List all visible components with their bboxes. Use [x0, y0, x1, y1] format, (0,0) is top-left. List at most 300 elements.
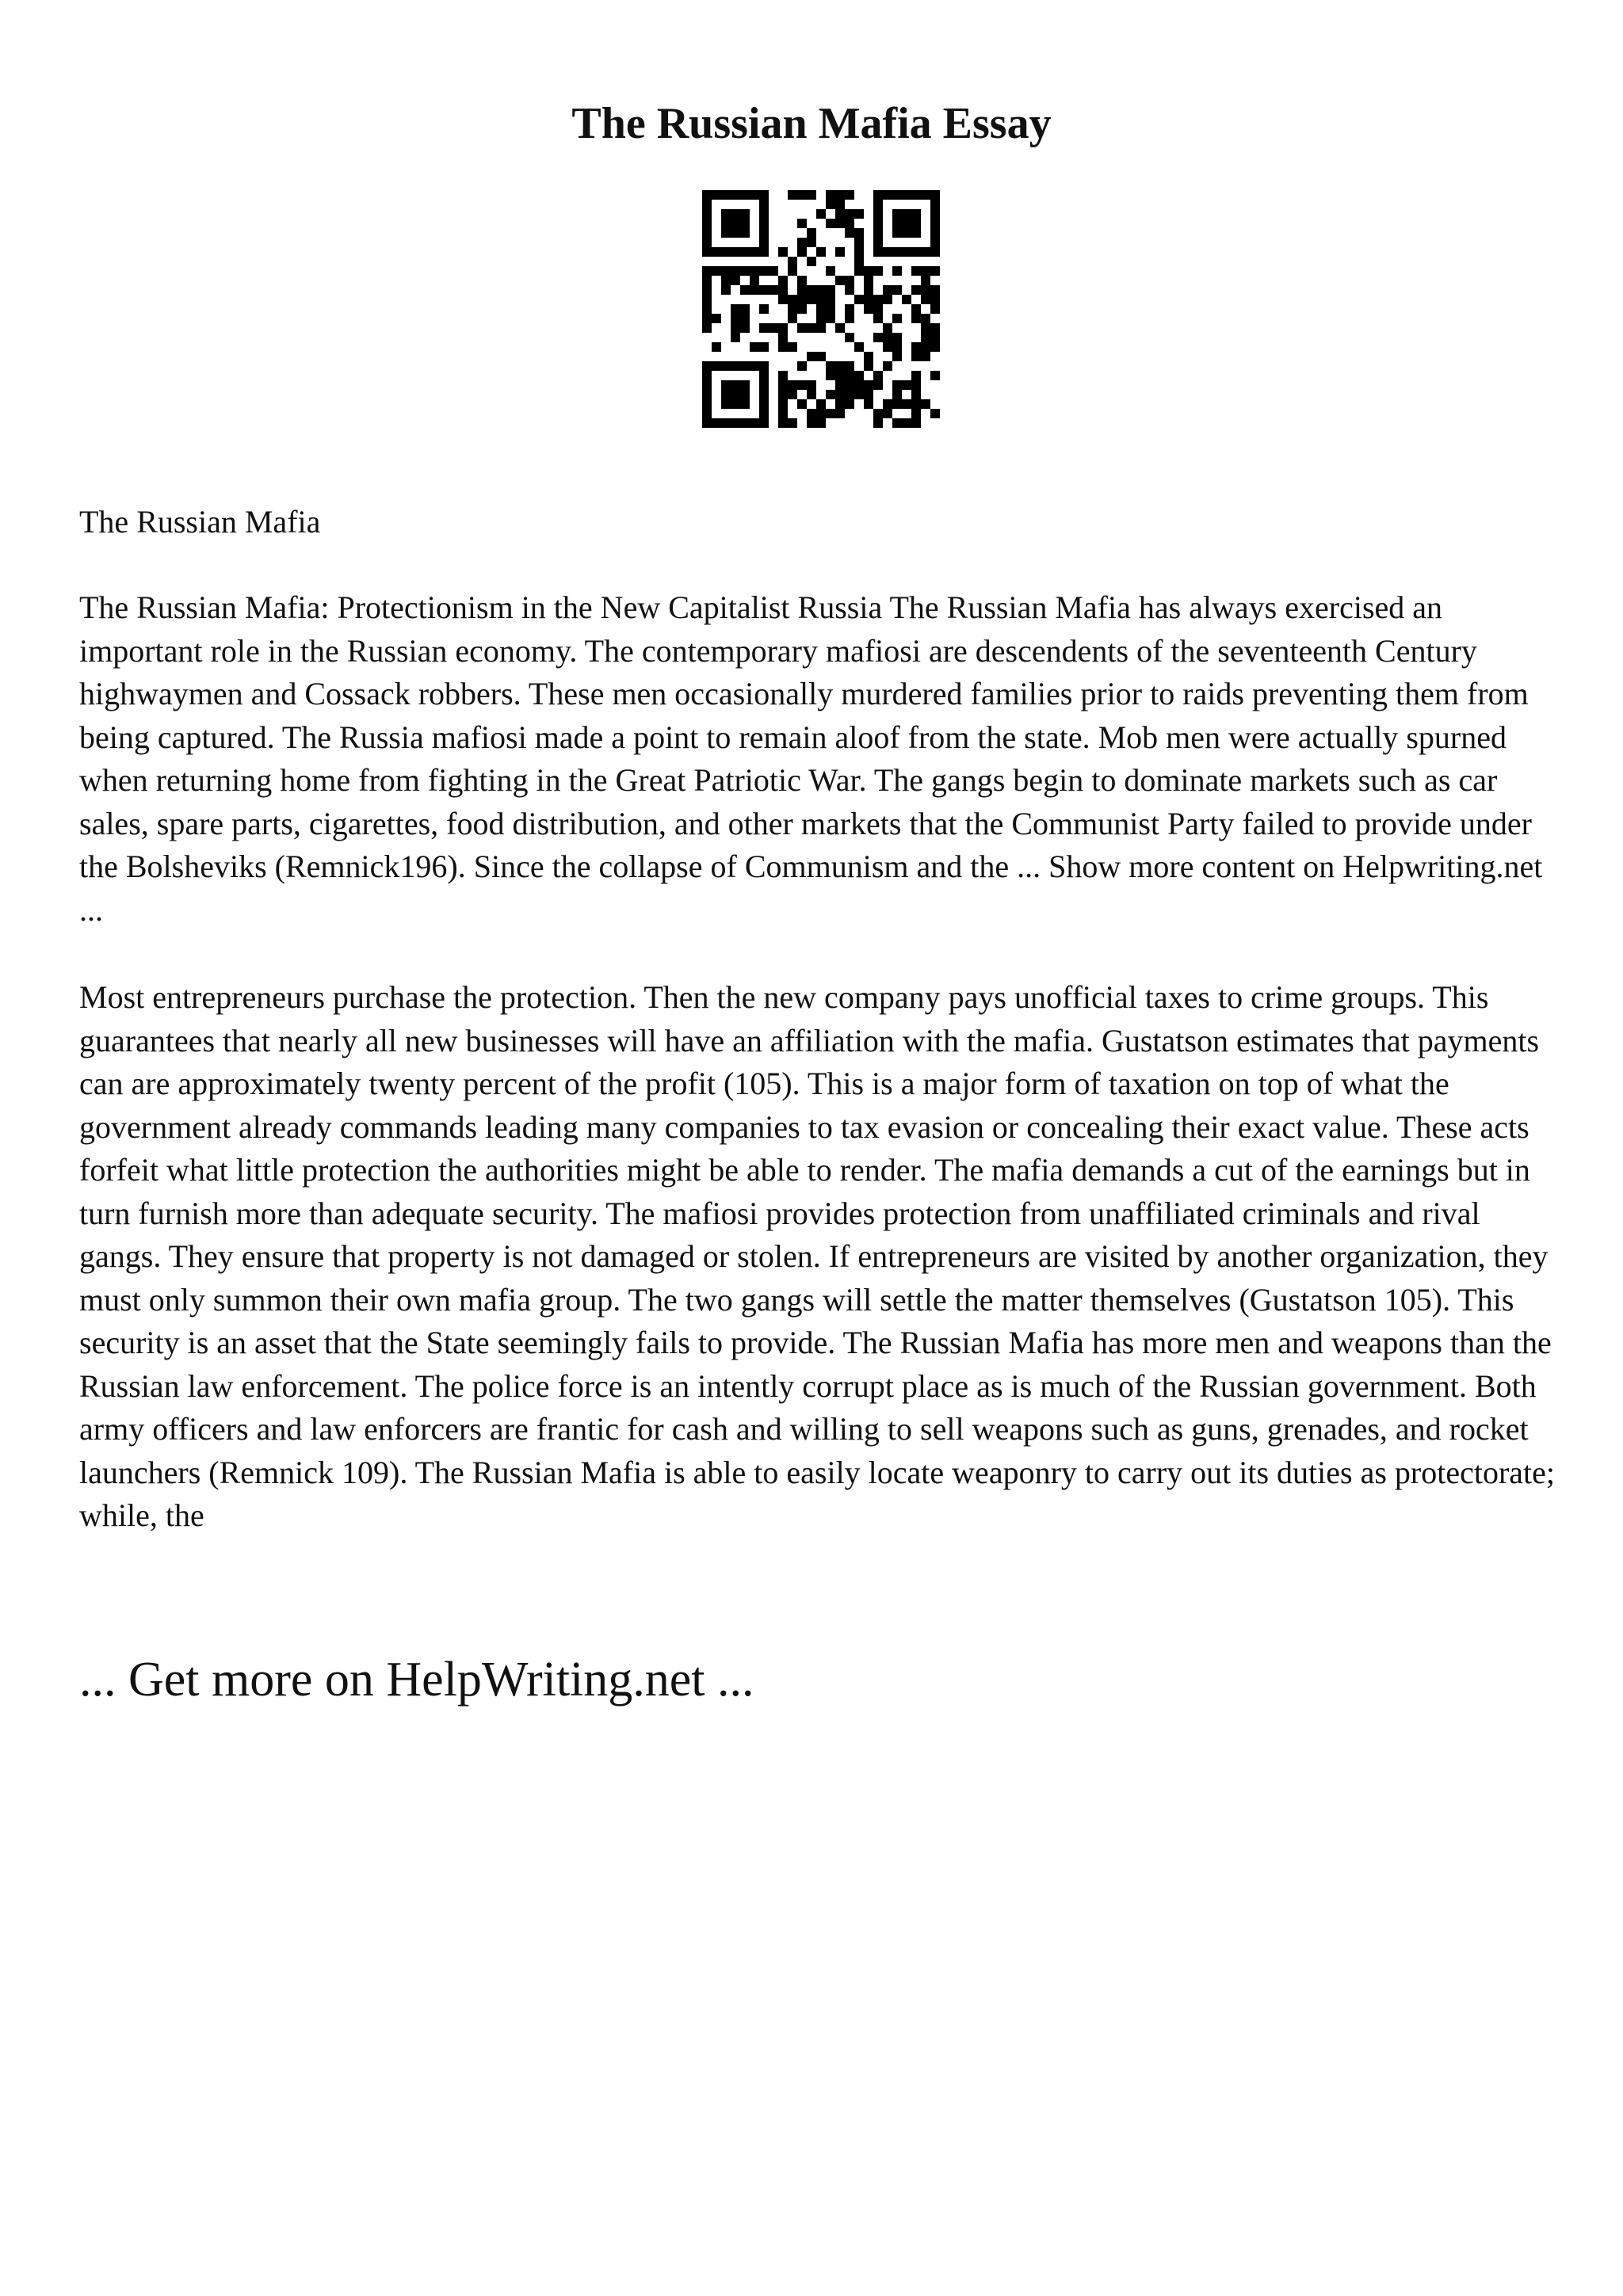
qr-module	[702, 418, 712, 428]
qr-module	[778, 285, 788, 295]
qr-module	[854, 209, 864, 219]
qr-module	[873, 209, 883, 219]
qr-module	[797, 380, 807, 390]
qr-module	[911, 390, 921, 399]
qr-module	[721, 219, 731, 228]
qr-module	[702, 399, 712, 409]
qr-module	[835, 200, 845, 209]
qr-module	[778, 323, 788, 333]
qr-module	[769, 323, 778, 333]
qr-module	[826, 371, 835, 380]
qr-module	[892, 418, 902, 428]
qr-module	[721, 247, 731, 257]
qr-module	[835, 390, 845, 399]
page-title: The Russian Mafia Essay	[571, 99, 1052, 148]
qr-module	[759, 266, 769, 276]
qr-module	[740, 247, 750, 257]
qr-module	[930, 190, 940, 200]
qr-module	[731, 333, 740, 342]
qr-module	[702, 228, 712, 238]
qr-module	[873, 228, 883, 238]
qr-module	[892, 285, 902, 295]
qr-module	[835, 209, 845, 219]
qr-module	[731, 209, 740, 219]
qr-module	[759, 285, 769, 295]
qr-module	[816, 209, 826, 219]
qr-module	[835, 323, 845, 333]
qr-module	[797, 285, 807, 295]
qr-module	[702, 219, 712, 228]
qr-module	[788, 190, 797, 200]
qr-module	[864, 380, 873, 390]
qr-module	[826, 314, 835, 323]
qr-module	[930, 323, 940, 333]
qr-module	[769, 266, 778, 276]
qr-module	[807, 295, 816, 304]
qr-module	[873, 409, 883, 418]
qr-module	[797, 361, 807, 371]
qr-module	[816, 304, 826, 314]
qr-module	[873, 200, 883, 209]
qr-module	[892, 333, 902, 342]
qr-module	[826, 190, 835, 200]
qr-module	[778, 418, 788, 428]
qr-module	[930, 209, 940, 219]
qr-module	[750, 285, 759, 295]
qr-module	[911, 228, 921, 238]
qr-module	[731, 380, 740, 390]
qr-module	[721, 399, 731, 409]
qr-module	[750, 361, 759, 371]
qr-module	[788, 295, 797, 304]
qr-module	[854, 380, 864, 390]
qr-module	[911, 304, 921, 314]
qr-module	[892, 266, 902, 276]
qr-module	[807, 418, 816, 428]
qr-module	[721, 380, 731, 390]
qr-module	[740, 190, 750, 200]
qr-module	[721, 418, 731, 428]
qr-module	[788, 266, 797, 276]
qr-module	[921, 276, 930, 285]
qr-module	[921, 247, 930, 257]
qr-module	[826, 304, 835, 314]
qr-module	[892, 342, 902, 352]
qr-module	[845, 371, 854, 380]
qr-module	[712, 342, 721, 352]
qr-module	[826, 295, 835, 304]
qr-module	[892, 399, 902, 409]
qr-module	[826, 266, 835, 276]
qr-module	[845, 276, 854, 285]
qr-module	[731, 276, 740, 285]
qr-module	[731, 323, 740, 333]
qr-module	[883, 342, 892, 352]
qr-module	[854, 247, 864, 257]
qr-module	[835, 409, 845, 418]
qr-module	[826, 219, 835, 228]
qr-module	[759, 228, 769, 238]
qr-module	[807, 257, 816, 266]
qr-module	[854, 390, 864, 399]
qr-module	[759, 323, 769, 333]
qr-module	[911, 314, 921, 323]
qr-module	[826, 390, 835, 399]
qr-module	[769, 285, 778, 295]
qr-module	[797, 190, 807, 200]
qr-module	[826, 200, 835, 209]
qr-module	[873, 238, 883, 247]
qr-module	[845, 314, 854, 323]
qr-module	[854, 342, 864, 352]
qr-module	[702, 190, 712, 200]
qr-module	[778, 295, 788, 304]
qr-module	[702, 323, 712, 333]
qr-module	[892, 247, 902, 257]
qr-module	[778, 399, 788, 409]
qr-module	[816, 352, 826, 361]
qr-module	[930, 333, 940, 342]
qr-module	[731, 266, 740, 276]
essay-paragraph-1: The Russian Mafia: Protectionism in the New Capitalist Russia The Russian Mafia has always exercised an important role in the Russian economy. The contemporary mafiosi are descendents of the seventeenth Century highwaymen and Cossack robbers. These men occasionally murdered families prior to raids preventing them from being captured. The Russia mafiosi made a point to remain aloof from the state. Mob men were actually spurned when returning home from fighting in the Great Patriotic War. The gangs begin to dominate markets such as car sales, spare parts, cigarettes, food distribution, and other markets that the Communist Party failed to provide under the Bolsheviks (Remnick196). Since the collapse of Communism and the ... Show more content on Helpwriting.net ...	[79, 589, 1543, 928]
qr-module	[807, 238, 816, 247]
qr-module	[759, 390, 769, 399]
qr-module	[902, 247, 911, 257]
qr-module	[864, 390, 873, 399]
qr-module	[740, 209, 750, 219]
qr-module	[826, 285, 835, 295]
qr-module	[845, 399, 854, 409]
qr-module	[930, 238, 940, 247]
qr-module	[921, 399, 930, 409]
qr-module	[835, 371, 845, 380]
qr-module	[731, 228, 740, 238]
qr-module	[731, 247, 740, 257]
qr-module	[712, 314, 721, 323]
qr-module	[892, 352, 902, 361]
qr-module	[873, 247, 883, 257]
qr-module	[740, 219, 750, 228]
qr-module	[902, 380, 911, 390]
qr-module	[702, 295, 712, 304]
qr-module	[797, 323, 807, 333]
qr-module	[759, 238, 769, 247]
qr-module	[721, 285, 731, 295]
qr-module	[731, 418, 740, 428]
qr-module	[873, 314, 883, 323]
qr-module	[902, 219, 911, 228]
essay-subtitle: The Russian Mafia	[79, 504, 321, 540]
qr-module	[759, 209, 769, 219]
qr-module	[911, 266, 921, 276]
qr-module	[873, 333, 883, 342]
qr-module	[721, 361, 731, 371]
qr-module	[702, 209, 712, 219]
qr-module	[807, 409, 816, 418]
qr-module	[883, 190, 892, 200]
qr-module	[721, 190, 731, 200]
qr-module	[892, 390, 902, 399]
qr-module	[759, 409, 769, 418]
qr-module	[864, 295, 873, 304]
qr-module	[892, 314, 902, 323]
qr-module	[911, 418, 921, 428]
qr-module	[702, 200, 712, 209]
qr-module	[807, 390, 816, 399]
qr-module	[902, 190, 911, 200]
qr-module	[835, 399, 845, 409]
qr-module	[712, 266, 721, 276]
qr-module	[702, 314, 712, 323]
qr-module	[759, 304, 769, 314]
qr-module	[759, 247, 769, 257]
qr-module	[930, 371, 940, 380]
qr-module	[845, 304, 854, 314]
qr-module	[721, 228, 731, 238]
qr-module	[731, 219, 740, 228]
qr-module	[816, 295, 826, 304]
qr-module	[835, 190, 845, 200]
qr-module	[788, 380, 797, 390]
qr-module	[788, 304, 797, 314]
qr-module	[807, 323, 816, 333]
qr-module	[778, 390, 788, 399]
qr-module	[930, 304, 940, 314]
qr-module	[883, 361, 892, 371]
qr-module	[911, 342, 921, 352]
qr-module	[892, 228, 902, 238]
qr-module	[854, 238, 864, 247]
qr-module	[930, 219, 940, 228]
qr-module	[835, 276, 845, 285]
qr-module	[750, 266, 759, 276]
get-more-link[interactable]: ... Get more on HelpWriting.net ...	[79, 1653, 754, 1707]
qr-module	[864, 304, 873, 314]
qr-module	[740, 399, 750, 409]
qr-module	[740, 361, 750, 371]
qr-module	[845, 219, 854, 228]
qr-module	[911, 190, 921, 200]
qr-module	[740, 285, 750, 295]
qr-module	[864, 352, 873, 361]
qr-module	[797, 219, 807, 228]
qr-module	[835, 361, 845, 371]
qr-module	[911, 399, 921, 409]
qr-module	[883, 285, 892, 295]
qr-module	[902, 399, 911, 409]
qr-module	[845, 209, 854, 219]
qr-module	[731, 361, 740, 371]
qr-module	[731, 314, 740, 323]
qr-module	[921, 333, 930, 342]
qr-module	[911, 285, 921, 295]
qr-module	[759, 361, 769, 371]
qr-module	[759, 190, 769, 200]
qr-module	[740, 418, 750, 428]
qr-module	[902, 418, 911, 428]
qr-module	[883, 409, 892, 418]
qr-module	[788, 314, 797, 323]
qr-module	[921, 190, 930, 200]
qr-module	[921, 266, 930, 276]
qr-module	[816, 247, 826, 257]
qr-module	[759, 200, 769, 209]
qr-module	[750, 247, 759, 257]
qr-module	[778, 247, 788, 257]
qr-module	[883, 295, 892, 304]
qr-module	[712, 190, 721, 200]
qr-module	[835, 247, 845, 257]
qr-module	[873, 418, 883, 428]
qr-module	[778, 409, 788, 418]
qr-module	[854, 266, 864, 276]
qr-module	[921, 342, 930, 352]
qr-module	[930, 285, 940, 295]
qr-module	[750, 342, 759, 352]
qr-module	[911, 409, 921, 418]
qr-module	[807, 285, 816, 295]
qr-module	[788, 390, 797, 399]
qr-module	[845, 228, 854, 238]
qr-module	[759, 399, 769, 409]
qr-module	[750, 418, 759, 428]
qr-module	[845, 361, 854, 371]
qr-module	[864, 266, 873, 276]
qr-module	[778, 342, 788, 352]
qr-module	[902, 295, 911, 304]
qr-module	[911, 247, 921, 257]
qr-module	[740, 323, 750, 333]
qr-module	[921, 352, 930, 361]
qr-module	[911, 352, 921, 361]
qr-module	[759, 380, 769, 390]
qr-module	[807, 352, 816, 361]
qr-module	[797, 399, 807, 409]
qr-module	[845, 190, 854, 200]
qr-module	[750, 190, 759, 200]
qr-module	[854, 228, 864, 238]
qr-module	[873, 304, 883, 314]
qr-module	[702, 361, 712, 371]
qr-module	[854, 371, 864, 380]
qr-module	[892, 209, 902, 219]
qr-module	[883, 247, 892, 257]
qr-module	[864, 399, 873, 409]
qr-module	[702, 380, 712, 390]
qr-module	[807, 190, 816, 200]
qr-module	[864, 285, 873, 295]
qr-module	[873, 371, 883, 380]
qr-module	[712, 361, 721, 371]
qr-module	[788, 418, 797, 428]
qr-module	[759, 342, 769, 352]
qr-module	[702, 409, 712, 418]
qr-module	[854, 257, 864, 266]
qr-module	[930, 409, 940, 418]
qr-module	[816, 399, 826, 409]
qr-module	[864, 276, 873, 285]
qr-module	[854, 295, 864, 304]
qr-module	[797, 238, 807, 247]
qr-module	[816, 323, 826, 333]
qr-module	[807, 228, 816, 238]
qr-module	[826, 409, 835, 418]
qr-module	[702, 266, 712, 276]
qr-module	[921, 314, 930, 323]
qr-module	[845, 285, 854, 295]
qr-module	[702, 390, 712, 399]
qr-module	[835, 219, 845, 228]
qr-module	[883, 399, 892, 409]
qr-module	[778, 333, 788, 342]
qr-module	[816, 314, 826, 323]
qr-module	[826, 361, 835, 371]
qr-module	[816, 409, 826, 418]
qr-module	[731, 390, 740, 399]
qr-module	[816, 285, 826, 295]
qr-module	[921, 285, 930, 295]
essay-paragraph-2: Most entrepreneurs purchase the protection. Then the new company pays unofficial taxes to crime groups. This guarantees that nearly all new businesses will have an affiliation with the mafia. Gustatson estimates that payments can are approximately twenty percent of the profit (105). This is a major form of taxation on top of what the government already commands leading many companies to tax evasion or concealing their exact value. These acts forfeit what little protection the authorities might be able to render. The mafia demands a cut of the earnings but in turn furnish more than adequate security. The mafiosi provides protection from unaffiliated criminals and rival gangs. They ensure that property is not damaged or stolen. If entrepreneurs are visited by another organization, they must only summon their own mafia group. The two gangs will settle the matter themselves (Gustatson 105). This security is an asset that the State seemingly fails to provide. The Russian Mafia has more men and weapons than the Russian law enforcement. The police force is an intently corrupt place as is much of the Russian government. Both army officers and law enforcers are frantic for cash and willing to sell weapons such as guns, grenades, and rocket launchers (Remnick 109). The Russian Mafia is able to easily locate weaponry to carry out its duties as protectorate; while, the	[79, 979, 1556, 1533]
qr-module	[892, 219, 902, 228]
qr-module	[807, 380, 816, 390]
qr-module	[759, 371, 769, 380]
qr-module	[702, 276, 712, 285]
qr-module	[797, 276, 807, 285]
qr-module	[911, 380, 921, 390]
qr-module	[845, 390, 854, 399]
qr-module	[712, 418, 721, 428]
qr-module	[740, 380, 750, 390]
qr-module	[835, 380, 845, 390]
qr-module	[864, 361, 873, 371]
qr-module	[921, 323, 930, 333]
qr-module	[750, 276, 759, 285]
qr-code-icon	[702, 190, 940, 428]
qr-module	[873, 190, 883, 200]
qr-module	[892, 190, 902, 200]
qr-module	[930, 295, 940, 304]
qr-module	[873, 219, 883, 228]
qr-module	[702, 304, 712, 314]
qr-module	[721, 209, 731, 219]
qr-module	[845, 333, 854, 342]
qr-module	[731, 304, 740, 314]
qr-module	[911, 219, 921, 228]
qr-module	[797, 247, 807, 257]
qr-module	[778, 371, 788, 380]
qr-module	[702, 247, 712, 257]
qr-module	[797, 304, 807, 314]
qr-module	[930, 266, 940, 276]
qr-module	[702, 238, 712, 247]
qr-module	[740, 304, 750, 314]
qr-module	[930, 200, 940, 209]
qr-code-graphic	[702, 190, 940, 428]
qr-module	[740, 266, 750, 276]
qr-module	[883, 333, 892, 342]
qr-module	[873, 295, 883, 304]
qr-module	[731, 399, 740, 409]
qr-module	[721, 266, 731, 276]
qr-module	[930, 228, 940, 238]
qr-module	[740, 228, 750, 238]
qr-module	[759, 418, 769, 428]
qr-module	[731, 190, 740, 200]
qr-module	[759, 219, 769, 228]
qr-module	[902, 228, 911, 238]
qr-module	[778, 380, 788, 390]
qr-module	[845, 380, 854, 390]
